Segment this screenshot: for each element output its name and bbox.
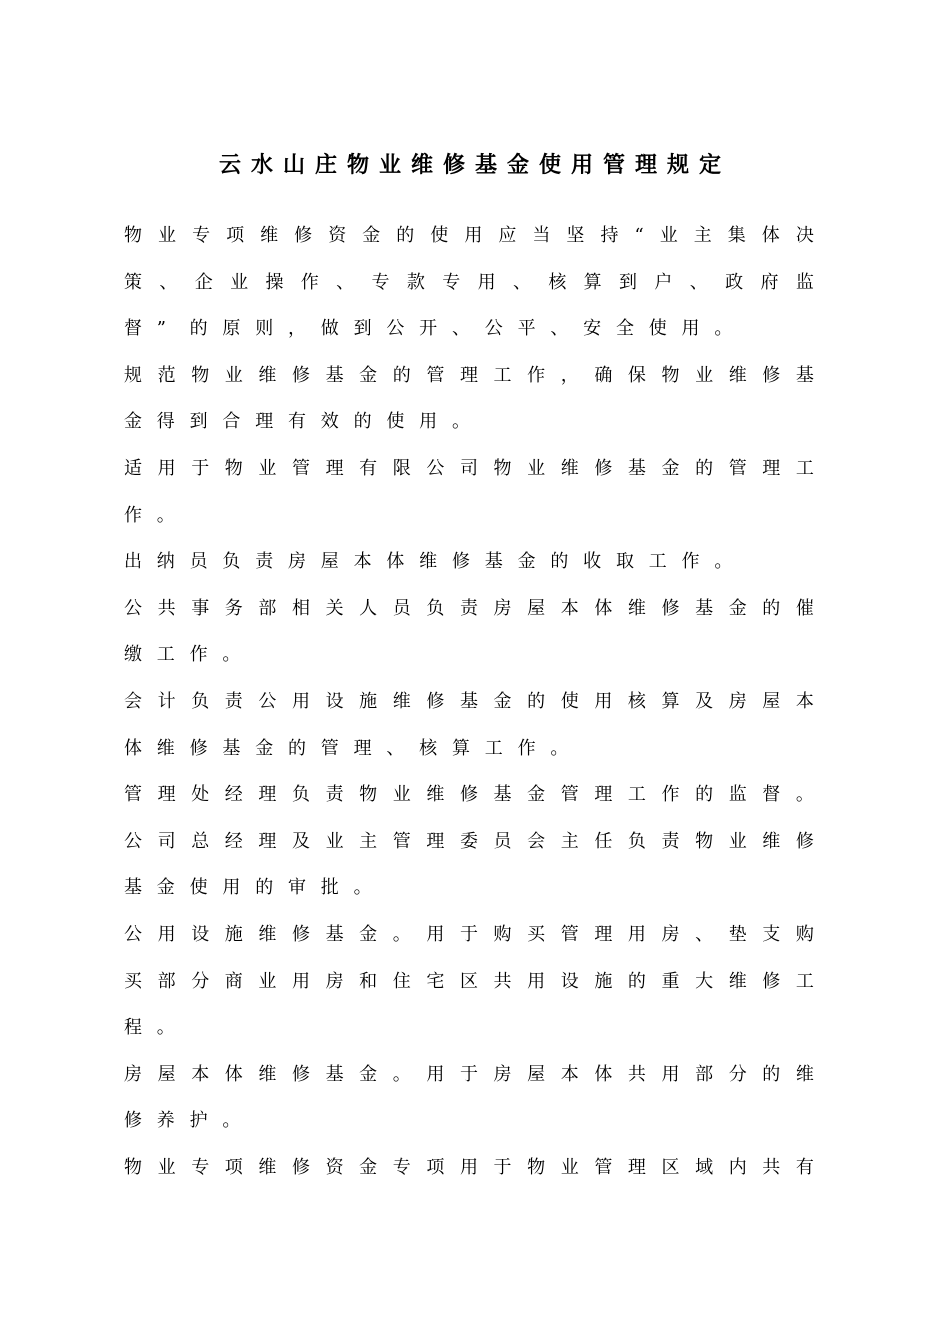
text-line: 金 得 到 合 理 有 效 的 使 用 。 bbox=[124, 411, 470, 433]
text-line: 修 养 护 。 bbox=[124, 1110, 241, 1132]
text-line: 物 业 专 项 维 修 资 金 专 项 用 于 物 业 管 理 区 域 内 共 有 bbox=[124, 1156, 814, 1178]
text-line: 规 范 物 业 维 修 基 金 的 管 理 工 作 ， 确 保 物 业 维 修 基 bbox=[124, 364, 814, 386]
text-line: 买 部 分 商 业 用 房 和 住 宅 区 共 用 设 施 的 重 大 维 修 工 bbox=[124, 970, 814, 992]
text-line: 作 。 bbox=[124, 504, 175, 526]
text-line: 基 金 使 用 的 审 批 。 bbox=[124, 877, 372, 899]
text-line: 房 屋 本 体 维 修 基 金 。 用 于 房 屋 本 体 共 用 部 分 的 维 bbox=[124, 1063, 814, 1085]
text-line: 督 ” 的 原 则 ， 做 到 公 开 、 公 平 、 安 全 使 用 。 bbox=[124, 318, 733, 340]
text-line: 会 计 负 责 公 用 设 施 维 修 基 金 的 使 用 核 算 及 房 屋 本 bbox=[124, 690, 814, 712]
text-line: 公 共 事 务 部 相 关 人 员 负 责 房 屋 本 体 维 修 基 金 的 催 bbox=[124, 597, 814, 619]
text-line: 公 用 设 施 维 修 基 金 。 用 于 购 买 管 理 用 房 、 垫 支 购 bbox=[124, 923, 814, 945]
text-line: 适 用 于 物 业 管 理 有 限 公 司 物 业 维 修 基 金 的 管 理 工 bbox=[124, 457, 814, 479]
text-line: 物 业 专 项 维 修 资 金 的 使 用 应 当 坚 持 “ 业 主 集 体 决 bbox=[124, 225, 814, 246]
text-line: 策 、 企 业 操 作 、 专 款 专 用 、 核 算 到 户 、 政 府 监 bbox=[124, 271, 814, 293]
document-body bbox=[124, 218, 814, 1196]
text-line: 缴 工 作 。 bbox=[124, 644, 241, 666]
text-line: 管 理 处 经 理 负 责 物 业 维 修 基 金 管 理 工 作 的 监 督 。 bbox=[124, 784, 814, 806]
text-line: 出 纳 员 负 责 房 屋 本 体 维 修 基 金 的 收 取 工 作 。 bbox=[124, 551, 733, 573]
text-line: 公 司 总 经 理 及 业 主 管 理 委 员 会 主 任 负 责 物 业 维 修 bbox=[124, 830, 814, 852]
text-line: 程 。 bbox=[124, 1017, 175, 1039]
document-title: 云水山庄物业维修基金使用管理规定 bbox=[218, 153, 731, 178]
text-line: 体 维 修 基 金 的 管 理 、 核 算 工 作 。 bbox=[124, 737, 569, 759]
